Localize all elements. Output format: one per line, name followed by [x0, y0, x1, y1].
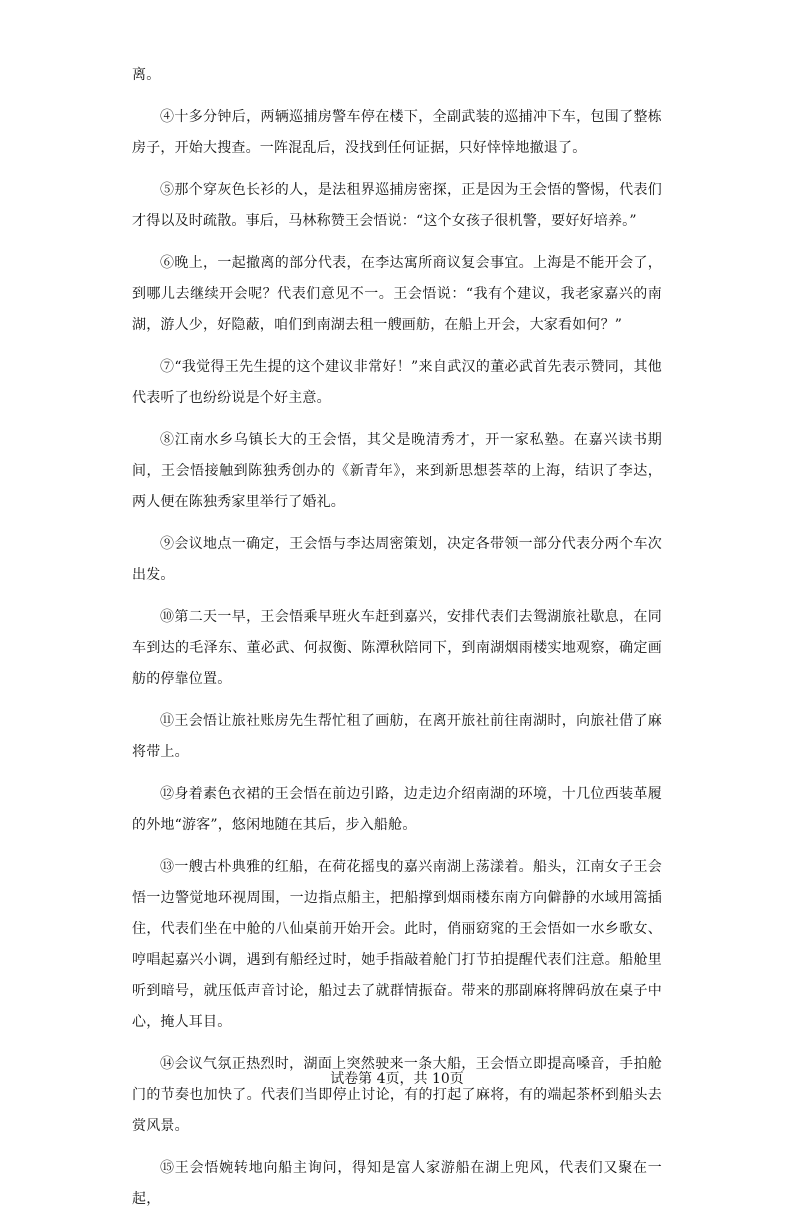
paragraph-15: ⑮王会悟婉转地向船主询问，得知是富人家游船在湖上兜风，代表们又聚在一起， [132, 1160, 662, 1207]
paragraph-5: ⑤那个穿灰色长衫的人，是法租界巡捕房密探，正是因为王会悟的警惕，代表们才得以及时疏散。事后，马林称赞王会悟说：“这个女孩子很机警，要好好培养。” [132, 182, 662, 229]
paragraph-14: ⑭会议气氛正热烈时，湖面上突然驶来一条大船，王会悟立即提高嗓音，手拍舱门的节奏也加快了。代表们当即停止讨论，有的打起了麻将，有的端起茶杯到船头去赏风景。 [132, 1056, 662, 1134]
paragraph-13: ⑬一艘古朴典雅的红船，在荷花摇曳的嘉兴南湖上荡漾着。船头，江南女子王会悟一边警觉地环视周围，一边指点船主，把船撑到烟雨楼东南方向僻静的水域用篙插住，代表们坐在中舱的八仙桌前开始开会。此时，俏丽窈窕的王会悟如一水乡歌女、哼唱起嘉兴小调，遇到有船经过时，她手指敲着舱门打节拍提醒代表们注意。船舱里听到暗号，就压低声音讨论，船过去了就群情振奋。带来的那副麻将牌码放在桌子中心，掩人耳目。 [132, 859, 662, 1030]
paragraph-11: ⑪王会悟让旅社账房先生帮忙租了画舫，在离开旅社前往南湖时，向旅社借了麻将带上。 [132, 713, 662, 760]
paragraph-7: ⑦“我觉得王先生提的这个建议非常好！”来自武汉的董必武首先表示赞同，其他代表听了也纷纷说是个好主意。 [132, 359, 662, 406]
paragraph-10: ⑩第二天一早，王会悟乘早班火车赶到嘉兴，安排代表们去鸳湖旅社歇息，在同车到达的毛泽东、董必武、何叔衡、陈潭秋陪同下，到南湖烟雨楼实地观察，确定画舫的停靠位置。 [132, 609, 662, 687]
paragraph-8: ⑧江南水乡乌镇长大的王会悟，其父是晚清秀才，开一家私塾。在嘉兴读书期间，王会悟接触到陈独秀创办的《新青年》，来到新思想荟萃的上海，结识了李达，两人便在陈独秀家里举行了婚礼。 [132, 432, 662, 510]
paragraph-6: ⑥晚上，一起撤离的部分代表，在李达寓所商议复会事宜。上海是不能开会了，到哪儿去继续开会呢？代表们意见不一。王会悟说：“我有个建议，我老家嘉兴的南湖，游人少，好隐蔽，咱们到南湖去租一艘画舫，在船上开会，大家看如何？” [132, 255, 662, 333]
passage-text [132, 60, 662, 1226]
paragraph-9: ⑨会议地点一确定，王会悟与李达周密策划，决定各带领一部分代表分两个车次出发。 [132, 536, 662, 583]
paragraph-3-end: 离。 [132, 67, 161, 83]
paragraph-4: ④十多分钟后，两辆巡捕房警车停在楼下，全副武装的巡捕冲下车，包围了整栋房子，开始大搜查。一阵混乱后，没找到任何证据，只好悻悻地撤退了。 [132, 109, 662, 156]
paragraph-12: ⑫身着素色衣裙的王会悟在前边引路，边走边介绍南湖的环境，十几位西装革履的外地“游客”，悠闲地随在其后，步入船舱。 [132, 786, 662, 833]
page-footer: 试卷第 4页，共 10页 [330, 1071, 464, 1087]
